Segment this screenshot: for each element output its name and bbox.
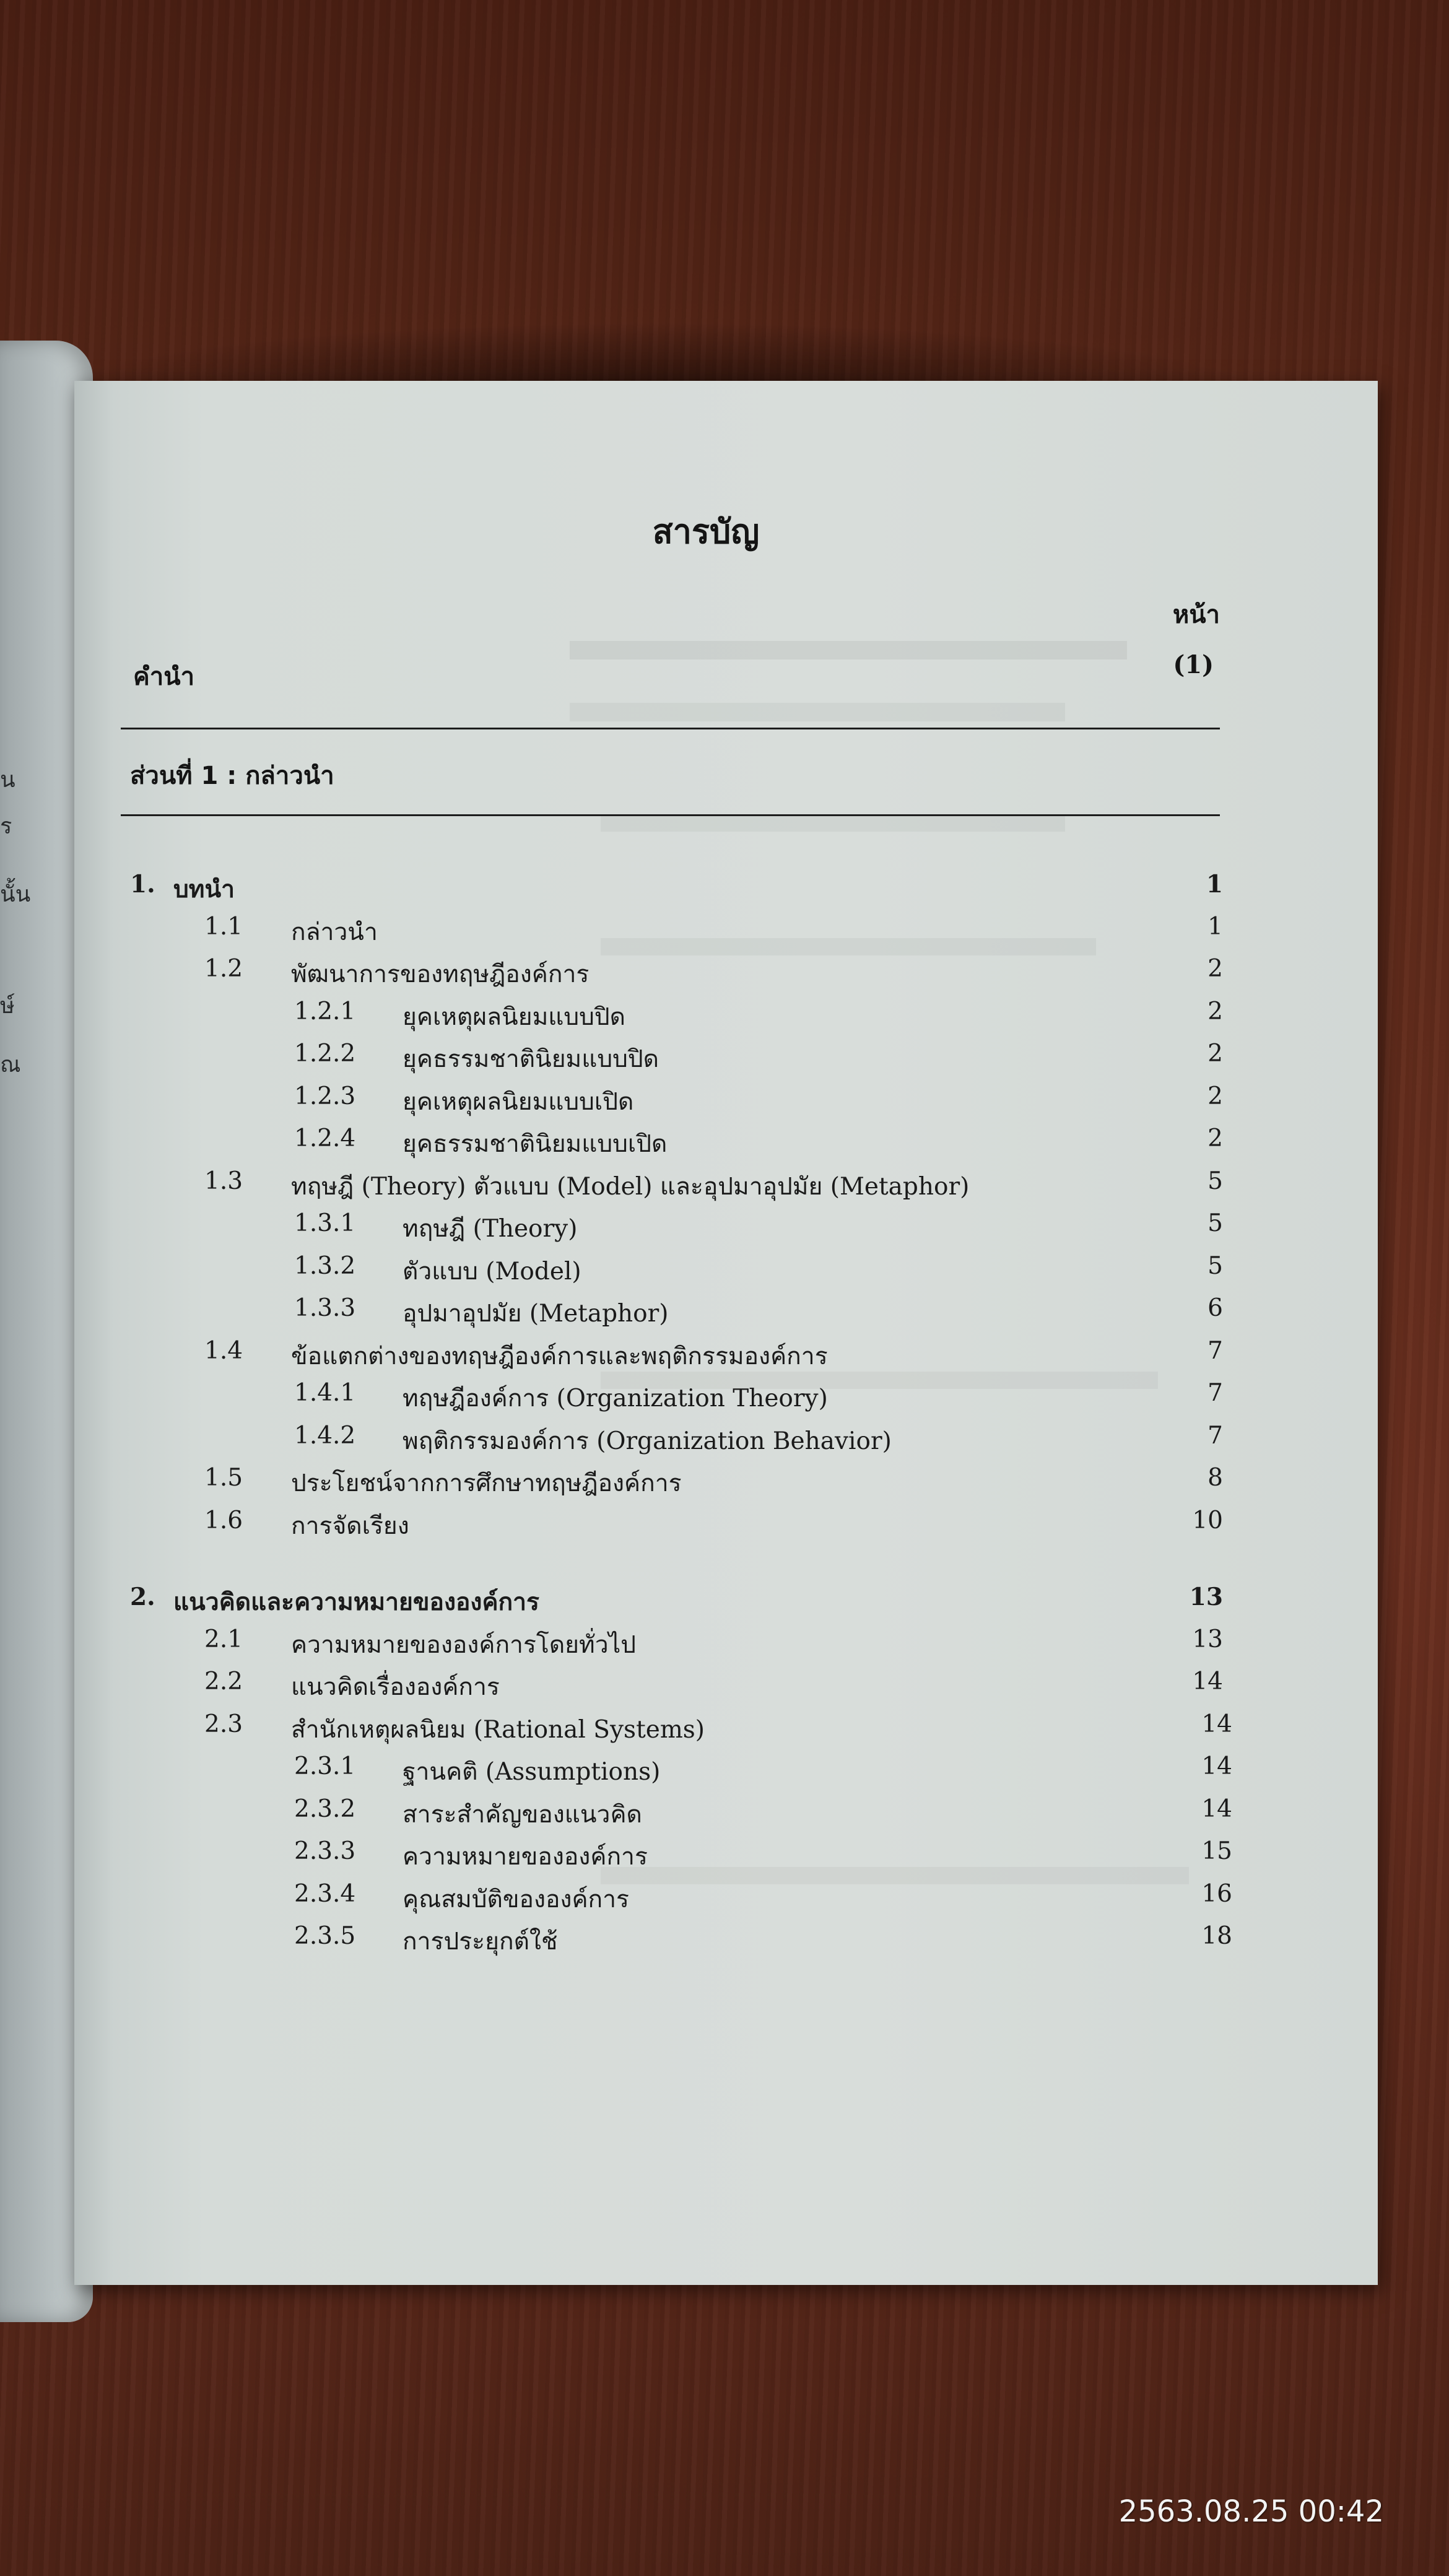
- toc-entry-page: 15: [1201, 1837, 1232, 1865]
- show-through-line: [601, 1867, 1189, 1884]
- toc-entry-page: 14: [1201, 1752, 1232, 1780]
- toc-entry-number: 1.3.2: [294, 1251, 356, 1280]
- toc-entry-page: 1: [1208, 912, 1223, 941]
- toc-entry-number: 1.: [130, 870, 155, 899]
- toc-entry-page: 14: [1201, 1795, 1232, 1823]
- toc-entry-number: 2.3: [204, 1710, 243, 1738]
- toc-entry-title: ความหมายขององค์การโดยทั่วไป: [291, 1630, 637, 1659]
- toc-entry-title: ตัวแบบ (Model): [402, 1257, 581, 1286]
- toc-entry-title: พัฒนาการของทฤษฎีองค์การ: [291, 960, 590, 988]
- toc-entry-number: 1.5: [204, 1464, 243, 1492]
- toc-entry-page: 8: [1208, 1464, 1223, 1492]
- toc-entry-page: 2: [1208, 1125, 1223, 1152]
- toc-entry-title: กล่าวนำ: [291, 918, 378, 946]
- divider-rule: [121, 728, 1220, 729]
- show-through-line: [570, 703, 1065, 721]
- toc-entry-number: 1.3.3: [294, 1294, 356, 1322]
- toc-entry-title: ฐานคติ (Assumptions): [402, 1758, 661, 1786]
- toc-entry-number: 2.3.2: [294, 1795, 356, 1823]
- left-page-fragment: ร: [0, 814, 12, 839]
- toc-entry-title: ความหมายขององค์การ: [402, 1843, 648, 1871]
- toc-entry-title: ประโยชน์จากการศึกษาทฤษฎีองค์การ: [291, 1469, 682, 1497]
- toc-entry-page: 5: [1208, 1209, 1223, 1237]
- left-page-fragment: ษ์: [0, 993, 15, 1019]
- toc-entry-page: 13: [1192, 1625, 1223, 1653]
- toc-entry-number: 2.: [130, 1583, 155, 1611]
- toc-entry-page: 16: [1201, 1879, 1232, 1908]
- toc-entry-page: 10: [1192, 1506, 1223, 1534]
- toc-entry-page: 7: [1208, 1379, 1223, 1407]
- toc-entry-number: 1.4: [204, 1336, 243, 1365]
- toc-entry-page: 2: [1208, 1082, 1223, 1110]
- show-through-line: [570, 641, 1127, 659]
- toc-entry-number: 1.6: [204, 1506, 243, 1534]
- toc-entry-title: ยุคธรรมชาตินิยมแบบเปิด: [402, 1130, 668, 1158]
- toc-entry-title: คุณสมบัติขององค์การ: [402, 1885, 630, 1913]
- toc-entry-title: ทฤษฎี (Theory): [402, 1215, 578, 1243]
- preface-page: (1): [1173, 650, 1214, 679]
- toc-entry-title: ยุคเหตุผลนิยมแบบปิด: [402, 1003, 626, 1031]
- toc-entry-number: 1.2.2: [294, 1040, 356, 1068]
- toc-entry-title: การจัดเรียง: [291, 1512, 409, 1540]
- toc-entry-title: ยุคธรรมชาตินิยมแบบปิด: [402, 1045, 659, 1073]
- toc-entry-number: 1.1: [204, 912, 243, 941]
- toc-entry-number: 1.4.1: [294, 1379, 356, 1407]
- toc-entry-title: บทนำ: [173, 876, 235, 903]
- show-through-line: [601, 814, 1065, 832]
- toc-entry-title: สาระสำคัญของแนวคิด: [402, 1800, 642, 1829]
- toc-entry-page: 2: [1208, 955, 1223, 983]
- toc-entry-title: ทฤษฎีองค์การ (Organization Theory): [402, 1385, 828, 1412]
- toc-entry-number: 2.1: [204, 1625, 243, 1653]
- toc-entry-number: 2.3.3: [294, 1837, 356, 1865]
- left-page-fragment: ณ: [0, 1052, 21, 1077]
- page-column-header: หน้า: [1172, 601, 1220, 629]
- divider-rule: [121, 814, 1220, 816]
- toc-entry-title: แนวคิดเรื่ององค์การ: [291, 1673, 500, 1701]
- toc-entry-number: 2.3.1: [294, 1752, 356, 1780]
- toc-entry-number: 1.2.3: [294, 1082, 356, 1110]
- toc-entry-page: 5: [1208, 1167, 1223, 1195]
- toc-entry-page: 6: [1208, 1294, 1223, 1322]
- toc-entry-number: 1.2.1: [294, 997, 356, 1025]
- toc-entry-page: 5: [1208, 1251, 1223, 1280]
- toc-entry-page: 1: [1206, 870, 1223, 899]
- toc-entry-number: 2.3.4: [294, 1879, 356, 1908]
- toc-entry-page: 13: [1189, 1583, 1223, 1611]
- toc-entry-title: การประยุกต์ใช้: [402, 1928, 558, 1956]
- toc-entry-title: ทฤษฎี (Theory) ตัวแบบ (Model) และอุปมาอุปมัย (Metaphor): [291, 1172, 970, 1201]
- show-through-line: [601, 938, 1096, 955]
- toc-entry-page: 2: [1208, 997, 1223, 1025]
- toc-entry-title: ข้อแตกต่างของทฤษฎีองค์การและพฤติกรรมองค์การ: [291, 1342, 828, 1370]
- toc-entry-page: 7: [1208, 1336, 1223, 1365]
- photo-timestamp: 2563.08.25 00:42: [1118, 2494, 1384, 2529]
- part-heading: ส่วนที่ 1 : กล่าวนำ: [130, 762, 334, 790]
- toc-entry-number: 1.4.2: [294, 1421, 356, 1450]
- toc-entry-title: ยุคเหตุผลนิยมแบบเปิด: [402, 1087, 634, 1116]
- toc-entry-number: 2.2: [204, 1668, 243, 1695]
- page-title: สารบัญ: [652, 512, 760, 551]
- toc-page: [74, 381, 1378, 2285]
- toc-entry-number: 1.2: [204, 955, 243, 983]
- toc-entry-page: 7: [1208, 1421, 1223, 1450]
- toc-entry-number: 1.3: [204, 1167, 243, 1195]
- toc-entry-page: 18: [1201, 1922, 1232, 1950]
- toc-entry-title: แนวคิดและความหมายขององค์การ: [173, 1588, 539, 1616]
- preface-label: คำนำ: [133, 663, 195, 691]
- toc-entry-number: 1.3.1: [294, 1209, 356, 1237]
- toc-entry-number: 1.2.4: [294, 1125, 356, 1152]
- toc-entry-page: 14: [1201, 1710, 1232, 1738]
- toc-entry-number: 2.3.5: [294, 1922, 356, 1950]
- toc-entry-title: สำนักเหตุผลนิยม (Rational Systems): [291, 1715, 705, 1744]
- left-page-fragment: น: [0, 767, 15, 793]
- toc-entry-title: อุปมาอุปมัย (Metaphor): [402, 1300, 669, 1328]
- toc-entry-page: 2: [1208, 1040, 1223, 1068]
- left-page-fragment: นั้น: [0, 882, 31, 907]
- toc-entry-title: พฤติกรรมองค์การ (Organization Behavior): [402, 1427, 892, 1455]
- toc-entry-page: 14: [1192, 1668, 1223, 1695]
